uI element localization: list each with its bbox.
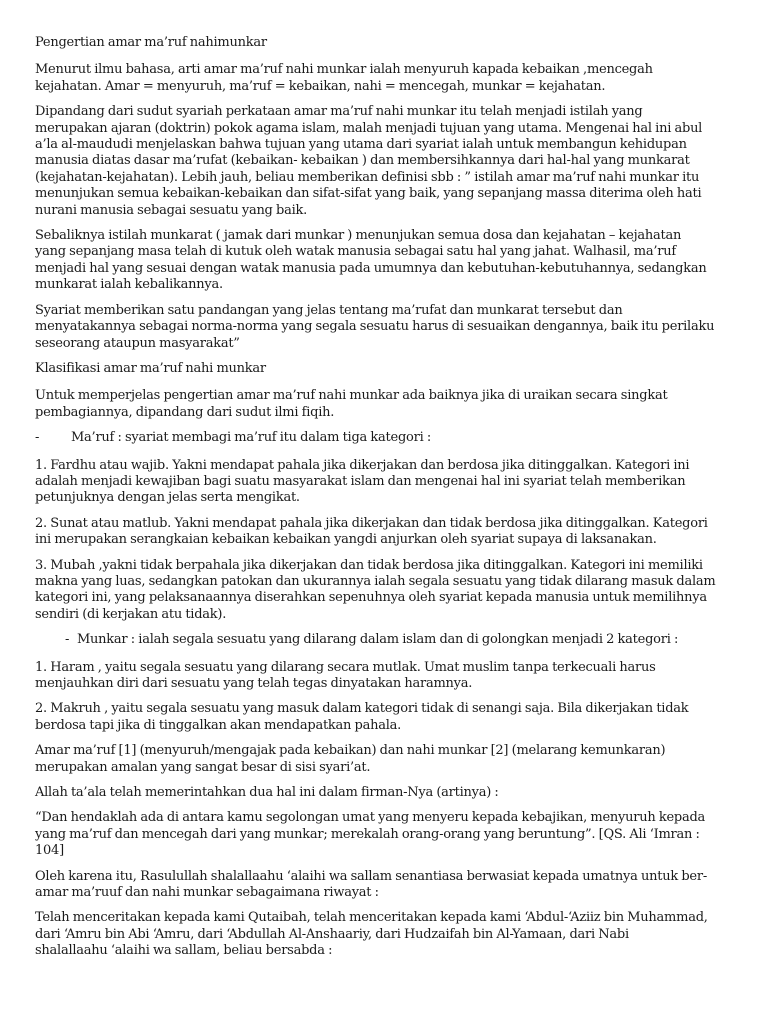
- bullet-dash: -: [65, 632, 70, 648]
- paragraph-mubah: 3. Mubah ,yakni tidak berpahala jika dikerjakan dan tidak berdosa jika ditinggalkan. Kategori ini memiliki makna yang luas, sedangkan patokan dan ukurannya ialah segala sesuatu yang tidak dilarang masuk dalam kategori ini, yang pelaksanaannya diserahkan sepenuhnya oleh syariat kepada manusia untuk memilihnya sendiri (di kerjakan atu tidak).: [35, 557, 716, 622]
- document-title: Pengertian amar ma’ruf nahimunkar: [35, 35, 267, 50]
- bullet-munkar: [35, 632, 735, 648]
- paragraph-makruh: 2. Makruh , yaitu segala sesuatu yang masuk dalam kategori tidak di senangi saja. Bila dikerjakan tidak berdosa tapi jika di tinggalkan akan mendapatkan pahala.: [35, 701, 689, 733]
- bullet-munkar-text: Munkar : ialah segala sesuatu yang dilarang dalam islam dan di golongkan menjadi 2 kategori :: [77, 632, 679, 648]
- bullet-maruf-text: Ma’ruf : syariat membagi ma’ruf itu dalam tiga kategori :: [71, 430, 431, 446]
- bullet-maruf: [35, 430, 735, 446]
- paragraph-rasulullah: Oleh karena itu, Rasulullah shalallaahu ‘alaihi wa sallam senantiasa berwasiat kepada umatnya untuk ber- amar ma’ruuf dan nahi munkar sebagaimana riwayat :: [35, 868, 707, 901]
- paragraph-hadith-chain: Telah menceritakan kepada kami Qutaibah, telah menceritakan kepada kami ‘Abdul-‘Aziiz bin Muhammad, dari ‘Amru bin Abi ‘Amru, dari ‘Abdullah Al-Anshaariy, dari Hudzaifah bin Al-Yamaan, dari Nabi shalallaahu ‘alaihi wa sallam, beliau bersabda :: [35, 910, 708, 959]
- document-page: [35, 35, 735, 969]
- paragraph-syariat: Syariat memberikan satu pandangan yang jelas tentang ma’rufat dan munkarat tersebut dan menyatakannya sebagai norma-norma yang segala sesuatu harus di sesuaikan dengannya, baik itu perilaku seseorang ataupun masyarakat”: [35, 302, 715, 351]
- paragraph-definition: Menurut ilmu bahasa, arti amar ma’ruf nahi munkar ialah menyuruh kapada kebaikan ,mencegah kejahatan. Amar = menyuruh, ma’ruf = kebaikan, nahi = mencegah, munkar = kejahatan.: [35, 62, 653, 94]
- paragraph-quran-quote: “Dan hendaklah ada di antara kamu segolongan umat yang menyeru kepada kebajikan, menyuruh kepada yang ma’ruf dan mencegah dari yang munkar; merekalah orang-orang yang beruntung”. [QS. Ali ‘Imran : 104]: [35, 810, 706, 859]
- paragraph-munkarat: Sebaliknya istilah munkarat ( jamak dari munkar ) menunjukan semua dosa dan kejahatan – kejahatan yang sepanjang masa telah di kutuk oleh watak manusia sebagai satu hal yang jahat. Walhasil, ma’ruf menjadi hal yang sesuai dengan watak manusia pada umumnya dan kebutuhan-kebutuhannya, sedangkan munkarat ialah kebalikannya.: [35, 228, 707, 293]
- paragraph-fardhu: 1. Fardhu atau wajib. Yakni mendapat pahala jika dikerjakan dan berdosa jika ditinggalkan. Kategori ini adalah menjadi kewajiban bagi suatu masyarakat islam dan mengenai hal ini syariat telah memberikan petunjuknya dengan jelas serta mengikat.: [35, 457, 690, 506]
- paragraph-sunat: 2. Sunat atau matlub. Yakni mendapat pahala jika dikerjakan dan tidak berdosa jika ditinggalkan. Kategori ini merupakan serangkaian kebaikan kebaikan yangdi anjurkan oleh syariat supaya di laksanakan.: [35, 515, 708, 548]
- bullet-dash: -: [35, 430, 40, 446]
- paragraph-firman: Allah ta’ala telah memerintahkan dua hal ini dalam firman-Nya (artinya) :: [35, 785, 499, 801]
- paragraph-syariah: Dipandang dari sudut syariah perkataan amar ma’ruf nahi munkar itu telah menjadi istilah yang merupakan ajaran (doktrin) pokok agama islam, malah menjadi tujuan yang utama. Mengenai hal ini abul a’la al-maududi menjelaskan bahwa tujuan yang utama dari syariat ialah untuk membangun kehidupan manusia diatas dasar ma’rufat (kebaikan- kebaikan ) dan membersihkannya dari hal-hal yang munkarat (kejahatan-kejahatan). Lebih jauh, beliau memberikan definisi sbb : ” istilah amar ma’ruf nahi munkar itu menunjukan semua kebaikan-kebaikan dan sifat-sifat yang baik, yang sepanjang massa diterima oleh hati nurani manusia sebagai sesuatu yang baik.: [35, 104, 703, 218]
- paragraph-amar-maruf: Amar ma’ruf [1] (menyuruh/mengajak pada kebaikan) dan nahi munkar [2] (melarang kemunkaran) merupakan amalan yang sangat besar di sisi syari’at.: [35, 743, 666, 775]
- section-heading-klasifikasi: Klasifikasi amar ma’ruf nahi munkar: [35, 360, 266, 376]
- paragraph-haram: 1. Haram , yaitu segala sesuatu yang dilarang secara mutlak. Umat muslim tanpa terkecuali harus menjauhkan diri dari sesuatu yang telah tegas dinyatakan haramnya.: [35, 659, 656, 691]
- paragraph-klasifikasi-intro: Untuk memperjelas pengertian amar ma’ruf nahi munkar ada baiknya jika di uraikan secara singkat pembagiannya, dipandang dari sudut ilmi fiqih.: [35, 388, 668, 420]
